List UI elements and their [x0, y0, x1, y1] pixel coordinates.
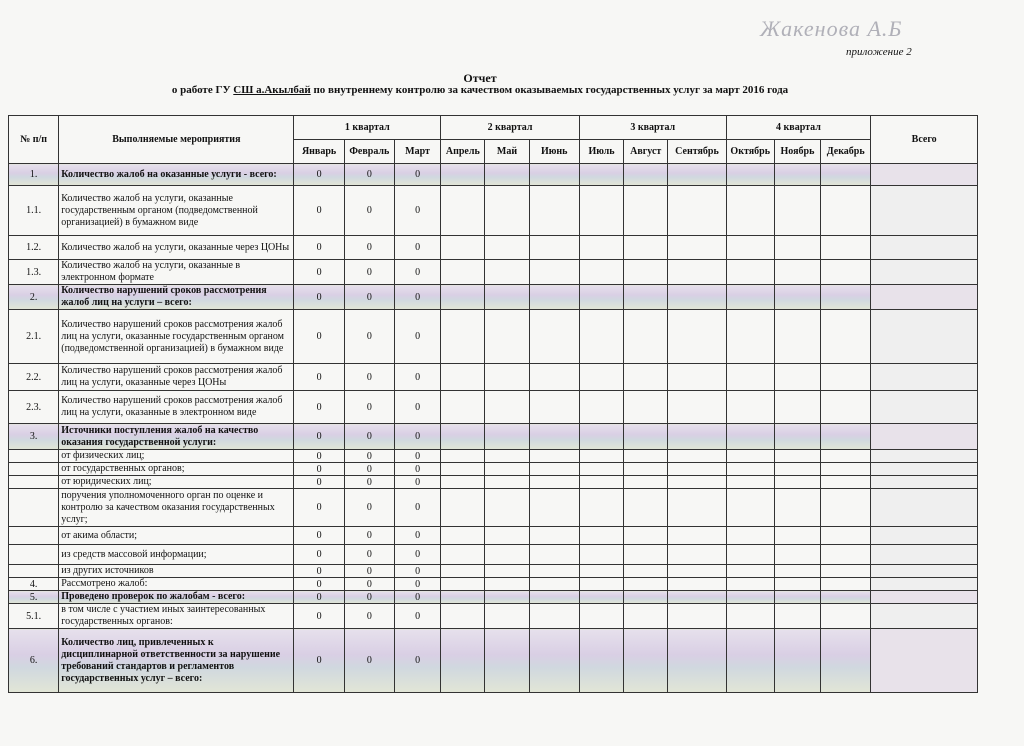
value-cell: 0	[294, 489, 344, 527]
row-num: 1.2.	[9, 236, 59, 260]
row-text: Проведено проверок по жалобам - всего:	[59, 591, 294, 604]
value-cell: 0	[294, 236, 344, 260]
row-text: из средств массовой информации;	[59, 545, 294, 565]
value-cell: 0	[394, 629, 440, 693]
header-quarter-1: 1 квартал	[294, 116, 441, 140]
value-cell: 0	[344, 164, 394, 186]
value-cell: 0	[394, 260, 440, 285]
row-text: Количество нарушений сроков рассмотрения жалоб лиц на услуги – всего:	[59, 285, 294, 310]
value-cell: 0	[294, 565, 344, 578]
value-cell: 0	[394, 236, 440, 260]
value-cell: 0	[294, 285, 344, 310]
header-activity: Выполняемые мероприятия	[59, 116, 294, 164]
month-july: Июль	[579, 140, 623, 164]
subtitle-suffix: по внутреннему контролю за качеством оказываемых государственных услуг за март 2016 года	[313, 84, 789, 96]
value-cell: 0	[344, 236, 394, 260]
row-num: 2.	[9, 285, 59, 310]
row-num: 1.3.	[9, 260, 59, 285]
month-june: Июнь	[529, 140, 579, 164]
value-cell: 0	[394, 463, 440, 476]
row-num	[9, 489, 59, 527]
row-num: 6.	[9, 629, 59, 693]
handwritten-signature: Жакенова А.Б	[760, 16, 903, 41]
table-row	[9, 591, 978, 604]
table-row	[9, 545, 978, 565]
value-cell: 0	[294, 260, 344, 285]
value-cell: 0	[344, 578, 394, 591]
row-num: 3.	[9, 424, 59, 450]
value-cell: 0	[294, 591, 344, 604]
row-text: от акима области;	[59, 527, 294, 545]
header-quarter-2: 2 квартал	[441, 116, 580, 140]
value-cell: 0	[344, 310, 394, 364]
month-march: Март	[394, 140, 440, 164]
value-cell: 0	[394, 164, 440, 186]
value-cell: 0	[394, 489, 440, 527]
row-num	[9, 476, 59, 489]
row-text: от физических лиц;	[59, 450, 294, 463]
row-num: 2.3.	[9, 391, 59, 424]
header-quarter-3: 3 квартал	[579, 116, 726, 140]
row-text: Количество нарушений сроков рассмотрения жалоб лиц на услуги, оказанные в электронном виде	[59, 391, 294, 424]
month-october: Октябрь	[726, 140, 774, 164]
value-cell: 0	[394, 424, 440, 450]
value-cell: 0	[394, 604, 440, 629]
row-num	[9, 527, 59, 545]
value-cell: 0	[344, 476, 394, 489]
value-cell: 0	[344, 260, 394, 285]
value-cell: 0	[344, 591, 394, 604]
table-row	[9, 604, 978, 629]
value-cell: 0	[294, 463, 344, 476]
report-title: Отчет	[463, 71, 497, 85]
value-cell: 0	[344, 285, 394, 310]
table-row	[9, 186, 978, 236]
subtitle-prefix: о работе ГУ	[171, 84, 231, 96]
table-row	[9, 391, 978, 424]
row-num: 5.1.	[9, 604, 59, 629]
report-table	[8, 115, 978, 693]
month-september: Сентябрь	[668, 140, 726, 164]
month-november: Ноябрь	[774, 140, 820, 164]
value-cell: 0	[344, 604, 394, 629]
row-num	[9, 450, 59, 463]
value-cell: 0	[294, 424, 344, 450]
month-may: Май	[485, 140, 529, 164]
row-text: Рассмотрено жалоб:	[59, 578, 294, 591]
value-cell: 0	[294, 186, 344, 236]
appendix-label: приложение 2	[846, 46, 912, 58]
value-cell: 0	[294, 164, 344, 186]
value-cell: 0	[294, 391, 344, 424]
row-text: из других источников	[59, 565, 294, 578]
value-cell: 0	[294, 364, 344, 391]
table-row	[9, 565, 978, 578]
table-row	[9, 285, 978, 310]
month-february: Февраль	[344, 140, 394, 164]
value-cell: 0	[294, 476, 344, 489]
row-num	[9, 565, 59, 578]
row-num: 1.	[9, 164, 59, 186]
value-cell: 0	[294, 545, 344, 565]
value-cell: 0	[344, 391, 394, 424]
value-cell: 0	[394, 310, 440, 364]
value-cell: 0	[394, 364, 440, 391]
value-cell: 0	[344, 450, 394, 463]
value-cell: 0	[394, 186, 440, 236]
subtitle-org: СШ а.Акылбай	[233, 84, 311, 96]
row-text: Количество нарушений сроков рассмотрения жалоб лиц на услуги, оказанные через ЦОНы	[59, 364, 294, 391]
row-num	[9, 463, 59, 476]
month-december: Декабрь	[821, 140, 871, 164]
value-cell: 0	[344, 364, 394, 391]
table-row	[9, 164, 978, 186]
value-cell: 0	[344, 565, 394, 578]
value-cell: 0	[344, 629, 394, 693]
month-august: Август	[624, 140, 668, 164]
value-cell: 0	[294, 629, 344, 693]
row-text: Количество жалоб на оказанные услуги - всего:	[59, 164, 294, 186]
value-cell: 0	[344, 545, 394, 565]
table-row	[9, 476, 978, 489]
table-row	[9, 450, 978, 463]
value-cell: 0	[394, 285, 440, 310]
row-text: Количество нарушений сроков рассмотрения жалоб лиц на услуги, оказанные государственным органом (подведомственной организацией) в бумажном виде	[59, 310, 294, 364]
row-text: Количество жалоб на услуги, оказанные в электронном формате	[59, 260, 294, 285]
table-row	[9, 424, 978, 450]
value-cell: 0	[394, 450, 440, 463]
header-quarter-4: 4 квартал	[726, 116, 871, 140]
month-january: Январь	[294, 140, 344, 164]
row-text: Источники поступления жалоб на качество оказания государственной услуги:	[59, 424, 294, 450]
table-row	[9, 578, 978, 591]
row-text: Количество жалоб на услуги, оказанные государственным органом (подведомственной организацией) в бумажном виде	[59, 186, 294, 236]
row-num: 1.1.	[9, 186, 59, 236]
row-num: 4.	[9, 578, 59, 591]
table-row	[9, 463, 978, 476]
value-cell: 0	[294, 450, 344, 463]
row-num: 5.	[9, 591, 59, 604]
row-text: поручения уполномоченного орган по оценке и контролю за качеством оказания государственных услуг;	[59, 489, 294, 527]
row-num: 2.1.	[9, 310, 59, 364]
value-cell: 0	[394, 578, 440, 591]
table-row	[9, 310, 978, 364]
header-num: № п/п	[9, 116, 59, 164]
value-cell: 0	[394, 391, 440, 424]
value-cell: 0	[394, 545, 440, 565]
value-cell: 0	[344, 463, 394, 476]
value-cell: 0	[294, 604, 344, 629]
value-cell: 0	[394, 527, 440, 545]
value-cell: 0	[294, 527, 344, 545]
table-row	[9, 236, 978, 260]
table-row	[9, 629, 978, 693]
row-text: в том числе с участием иных заинтересованных государственных органов:	[59, 604, 294, 629]
month-april: Апрель	[441, 140, 485, 164]
row-num	[9, 545, 59, 565]
value-cell: 0	[294, 578, 344, 591]
value-cell: 0	[394, 565, 440, 578]
value-cell: 0	[344, 489, 394, 527]
row-num: 2.2.	[9, 364, 59, 391]
value-cell: 0	[344, 527, 394, 545]
row-text: от государственных органов;	[59, 463, 294, 476]
value-cell: 0	[394, 476, 440, 489]
value-cell: 0	[344, 424, 394, 450]
header-total: Всего	[871, 116, 978, 164]
table-row	[9, 489, 978, 527]
value-cell: 0	[394, 591, 440, 604]
table-header	[9, 116, 978, 164]
table-row	[9, 527, 978, 545]
value-cell: 0	[344, 186, 394, 236]
row-text: Количество лиц, привлеченных к дисциплинарной ответственности за нарушение требований стандартов и регламентов государственных услуг – всего:	[59, 629, 294, 693]
report-subtitle	[0, 84, 960, 96]
table-row	[9, 364, 978, 391]
row-text: от юридических лиц;	[59, 476, 294, 489]
row-text: Количество жалоб на услуги, оказанные через ЦОНы	[59, 236, 294, 260]
table-row	[9, 260, 978, 285]
value-cell: 0	[294, 310, 344, 364]
